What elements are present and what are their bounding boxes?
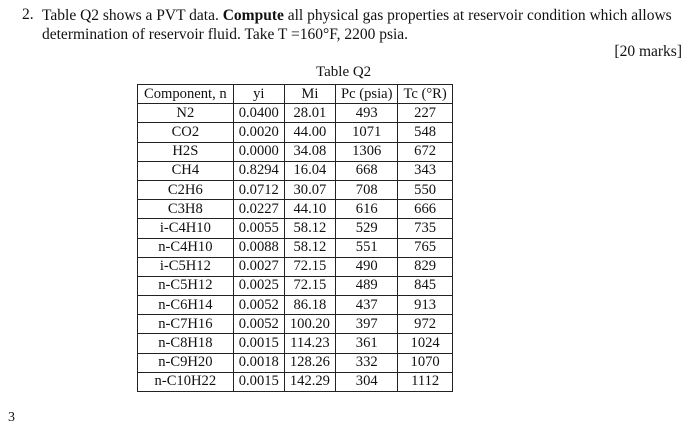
table-header-row [138,85,453,104]
cell-mi: 86.18 [284,296,335,315]
cell-yi: 0.0015 [233,334,284,353]
cell-yi: 0.0025 [233,276,284,295]
header-pc: Pc (psia) [335,85,397,104]
cell-mi: 44.10 [284,200,335,219]
cell-tc: 550 [398,180,452,199]
cell-tc: 1070 [398,353,452,372]
cell-pc: 490 [335,257,397,276]
cell-yi: 0.0027 [233,257,284,276]
cell-yi: 0.0018 [233,353,284,372]
cell-mi: 72.15 [284,257,335,276]
cell-yi: 0.0055 [233,219,284,238]
cell-mi: 142.29 [284,372,335,391]
table-row [138,372,453,391]
cell-component: N2 [138,104,234,123]
cell-mi: 28.01 [284,104,335,123]
header-component: Component, n [138,85,234,104]
cell-tc: 672 [398,142,452,161]
cell-mi: 58.12 [284,219,335,238]
table-row [138,315,453,334]
cell-mi: 72.15 [284,276,335,295]
cell-tc: 1112 [398,372,452,391]
cell-component: H2S [138,142,234,161]
question-number: 2. [22,6,34,23]
cell-tc: 972 [398,315,452,334]
cell-yi: 0.0712 [233,180,284,199]
cell-mi: 44.00 [284,123,335,142]
pvt-table [137,84,453,392]
cell-pc: 304 [335,372,397,391]
question-text [42,6,682,44]
cell-tc: 1024 [398,334,452,353]
cell-tc: 548 [398,123,452,142]
cell-tc: 343 [398,161,452,180]
table-row [138,296,453,315]
table-row [138,257,453,276]
cell-pc: 332 [335,353,397,372]
cell-yi: 0.0227 [233,200,284,219]
cell-pc: 397 [335,315,397,334]
cell-pc: 668 [335,161,397,180]
table-caption: Table Q2 [316,64,372,80]
cell-mi: 114.23 [284,334,335,353]
question-text-part1: Table Q2 shows a PVT data. [42,7,223,24]
table-row [138,161,453,180]
page-fragment: 3 [8,410,15,425]
cell-yi: 0.0015 [233,372,284,391]
header-mi: Mi [284,85,335,104]
cell-component: C2H6 [138,180,234,199]
cell-pc: 616 [335,200,397,219]
cell-tc: 829 [398,257,452,276]
table-row [138,353,453,372]
cell-pc: 489 [335,276,397,295]
table-row [138,180,453,199]
cell-tc: 845 [398,276,452,295]
cell-pc: 1306 [335,142,397,161]
cell-component: n-C7H16 [138,315,234,334]
cell-component: n-C5H12 [138,276,234,295]
marks-label: [20 marks] [614,43,682,60]
header-yi: yi [233,85,284,104]
cell-pc: 1071 [335,123,397,142]
cell-component: i-C5H12 [138,257,234,276]
cell-component: n-C9H20 [138,353,234,372]
cell-pc: 708 [335,180,397,199]
question-text-part2: all physical gas properties at reservoir condition which allows determination of reservoir fluid. Take T =160°F, 2200 psia. [42,7,672,43]
cell-component: n-C4H10 [138,238,234,257]
table-row [138,334,453,353]
table-row [138,219,453,238]
cell-mi: 30.07 [284,180,335,199]
cell-tc: 666 [398,200,452,219]
cell-yi: 0.0088 [233,238,284,257]
cell-tc: 227 [398,104,452,123]
table-row [138,123,453,142]
table-row [138,104,453,123]
cell-tc: 913 [398,296,452,315]
table-row [138,276,453,295]
cell-mi: 34.08 [284,142,335,161]
cell-tc: 765 [398,238,452,257]
cell-yi: 0.0000 [233,142,284,161]
cell-component: n-C6H14 [138,296,234,315]
cell-mi: 100.20 [284,315,335,334]
cell-yi: 0.0052 [233,315,284,334]
cell-component: n-C8H18 [138,334,234,353]
cell-pc: 493 [335,104,397,123]
cell-yi: 0.0400 [233,104,284,123]
table-body [138,104,453,392]
table-row [138,142,453,161]
cell-pc: 529 [335,219,397,238]
cell-component: CO2 [138,123,234,142]
cell-mi: 16.04 [284,161,335,180]
cell-tc: 735 [398,219,452,238]
cell-yi: 0.0020 [233,123,284,142]
cell-pc: 437 [335,296,397,315]
cell-pc: 551 [335,238,397,257]
question-text-bold: Compute [222,7,284,24]
cell-component: n-C10H22 [138,372,234,391]
cell-mi: 58.12 [284,238,335,257]
table-row [138,238,453,257]
cell-yi: 0.0052 [233,296,284,315]
cell-mi: 128.26 [284,353,335,372]
cell-yi: 0.8294 [233,161,284,180]
table-row [138,200,453,219]
cell-component: C3H8 [138,200,234,219]
cell-pc: 361 [335,334,397,353]
header-tc: Tc (°R) [398,85,452,104]
cell-component: CH4 [138,161,234,180]
cell-component: i-C4H10 [138,219,234,238]
